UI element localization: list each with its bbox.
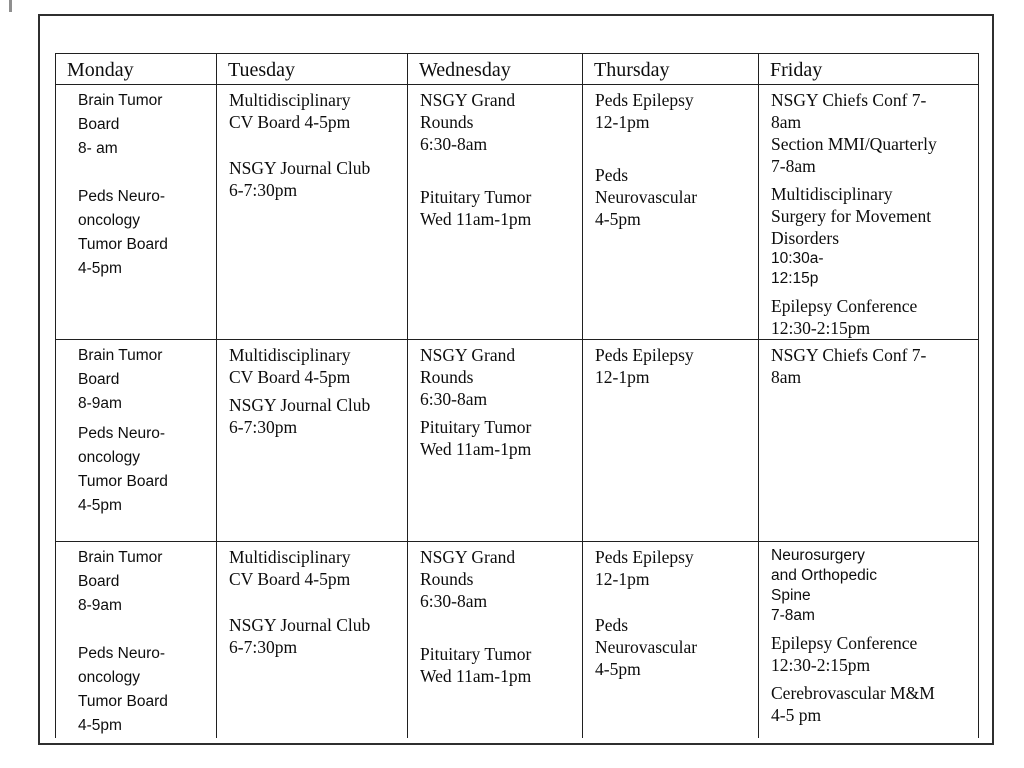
weekly-schedule-table [55,53,979,738]
day-header-label: Thursday [594,59,670,81]
schedule-entry-line: 4-5pm [78,717,122,734]
schedule-entry [229,157,402,201]
schedule-entry [595,89,753,133]
text-cursor-artifact [9,0,12,12]
schedule-entry [595,344,753,388]
schedule-entry [78,185,211,281]
schedule-entry-line: Cerebrovascular M&M [771,683,935,703]
schedule-entry [229,614,402,658]
schedule-entry-line: Tumor Board [78,236,168,253]
schedule-entry-line: Section MMI/Quarterly [771,134,937,154]
schedule-entry-line: Tumor Board [78,473,168,490]
schedule-entry-line: 12-1pm [595,569,650,589]
day-header-wednesday [408,54,583,85]
schedule-entry [420,186,577,230]
schedule-entry [229,394,402,438]
schedule-entry-line: Wed 11am-1pm [420,439,532,459]
schedule-cell-week2-tuesday [217,340,408,542]
schedule-entry-line: 12:30-2:15pm [771,655,871,675]
schedule-cell-week2-friday [759,340,978,542]
day-header-tuesday [217,54,408,85]
schedule-entry-line: 4-5pm [595,209,641,229]
schedule-entry-line: NSGY Chiefs Conf 7- [771,345,927,365]
schedule-entry [78,546,211,618]
schedule-entry [420,344,577,410]
schedule-entry-line: Peds Epilepsy [595,90,694,110]
schedule-entry-line: Pituitary Tumor [420,187,532,207]
schedule-entry-line: Wed 11am-1pm [420,666,532,686]
schedule-entry-line: NSGY Grand [420,345,516,365]
schedule-entry-line: 4-5pm [78,497,122,514]
schedule-entry [420,89,577,155]
schedule-entry-line: 6:30-8am [420,591,488,611]
schedule-entry [595,546,753,590]
schedule-entry-line: Spine [771,587,811,604]
schedule-entry-line: oncology [78,669,141,686]
schedule-entry-line: 7-8am [771,156,816,176]
schedule-entry-line: Neurovascular [595,637,698,657]
schedule-entry-line: 6-7:30pm [229,637,298,657]
schedule-entry-line: oncology [78,449,141,466]
schedule-entry-line: Rounds [420,367,474,387]
schedule-entry-line: 7-8am [771,607,815,624]
schedule-entry-line: Epilepsy Conference [771,633,918,653]
schedule-cell-week2-thursday [583,340,759,542]
schedule-cell-week3-tuesday [217,542,408,738]
schedule-entry-line: Board [78,116,120,133]
schedule-cell-week2-wednesday [408,340,583,542]
schedule-entry-line: 12-1pm [595,367,650,387]
schedule-entry-line: Brain Tumor [78,549,163,566]
schedule-entry-line: Disorders [771,228,840,248]
schedule-entry-line: Peds Epilepsy [595,547,694,567]
day-header-label: Friday [770,59,823,81]
schedule-entry-line: Peds Neuro- [78,425,166,442]
schedule-entry-line: Multidisciplinary [229,547,351,567]
schedule-entry-line: NSGY Journal Club [229,615,371,635]
schedule-entry-line: Peds Epilepsy [595,345,694,365]
schedule-cell-week1-monday [56,85,217,340]
schedule-entry-line: Peds Neuro- [78,645,166,662]
schedule-entry [78,344,211,416]
schedule-entry [420,643,577,687]
schedule-entry [771,682,973,726]
schedule-entry [420,546,577,612]
day-header-label: Wednesday [419,59,511,81]
schedule-entry-line: NSGY Chiefs Conf 7- [771,90,927,110]
schedule-entry-line: Multidisciplinary [229,345,351,365]
schedule-entry [78,422,211,518]
schedule-entry [229,89,402,133]
schedule-entry-line: Rounds [420,112,474,132]
schedule-entry-line: Neurosurgery [771,547,865,564]
schedule-entry [771,546,973,626]
schedule-cell-week3-thursday [583,542,759,738]
schedule-entry-line: Pituitary Tumor [420,417,532,437]
schedule-entry-line: Brain Tumor [78,347,163,364]
day-header-friday [759,54,978,85]
schedule-cell-week3-monday [56,542,217,738]
schedule-entry [229,546,402,590]
day-header-monday [56,54,217,85]
schedule-cell-week3-friday [759,542,978,738]
schedule-entry-line: Neurovascular [595,187,698,207]
day-header-label: Monday [67,59,134,81]
schedule-cell-week1-friday [759,85,978,340]
schedule-entry [595,614,753,680]
schedule-entry-line: Board [78,371,120,388]
schedule-entry-line: 12-1pm [595,112,650,132]
schedule-entry-line: Epilepsy Conference [771,296,918,316]
schedule-cell-week3-wednesday [408,542,583,738]
schedule-entry-line: 6:30-8am [420,389,488,409]
schedule-entry-line: CV Board 4-5pm [229,112,351,132]
schedule-entry-line: CV Board 4-5pm [229,367,351,387]
schedule-entry-line: 6-7:30pm [229,180,298,200]
schedule-entry [771,89,973,177]
schedule-entry-line: Pituitary Tumor [420,644,532,664]
schedule-entry-line: 12:30-2:15pm [771,318,871,338]
schedule-entry-line: 6:30-8am [420,134,488,154]
schedule-entry [78,642,211,738]
schedule-entry [771,632,973,676]
schedule-entry [771,344,973,388]
schedule-entry-line: 4-5pm [78,260,122,277]
day-header-thursday [583,54,759,85]
schedule-entry-line: oncology [78,212,141,229]
schedule-entry-line: NSGY Journal Club [229,395,371,415]
schedule-cell-week1-tuesday [217,85,408,340]
schedule-cell-week1-wednesday [408,85,583,340]
schedule-entry [78,89,211,161]
schedule-entry [771,183,973,249]
schedule-entry-line: Peds Neuro- [78,188,166,205]
schedule-entry [595,164,753,230]
schedule-entry-line: 12:15p [771,270,819,287]
schedule-entry-line: Peds [595,165,629,185]
schedule-entry-line: 8am [771,112,802,132]
schedule-cell-week2-monday [56,340,217,542]
schedule-entry [420,416,577,460]
schedule-entry [771,295,973,339]
schedule-entry-line: NSGY Grand [420,547,516,567]
schedule-entry-line: 8- am [78,140,118,157]
schedule-entry-line: 4-5pm [595,659,641,679]
schedule-entry-line: 8-9am [78,395,122,412]
schedule-entry-line: 8-9am [78,597,122,614]
schedule-entry-line: Multidisciplinary [229,90,351,110]
schedule-entry-line: Surgery for Movement [771,206,932,226]
schedule-entry-line: NSGY Journal Club [229,158,371,178]
schedule-entry-line: 10:30a- [771,250,824,267]
schedule-entry-line: and Orthopedic [771,567,877,584]
day-header-label: Tuesday [228,59,296,81]
schedule-entry-line: Multidisciplinary [771,184,893,204]
schedule-entry-line: Board [78,573,120,590]
schedule-entry-line: Peds [595,615,629,635]
schedule-cell-week1-thursday [583,85,759,340]
schedule-entry-line: 6-7:30pm [229,417,298,437]
schedule-entry-line: Wed 11am-1pm [420,209,532,229]
schedule-entry-line: Rounds [420,569,474,589]
schedule-entry [229,344,402,388]
schedule-entry [771,249,973,289]
schedule-entry-line: 8am [771,367,802,387]
schedule-entry-line: NSGY Grand [420,90,516,110]
schedule-entry-line: Brain Tumor [78,92,163,109]
schedule-entry-line: CV Board 4-5pm [229,569,351,589]
schedule-entry-line: Tumor Board [78,693,168,710]
schedule-entry-line: 4-5 pm [771,705,822,725]
